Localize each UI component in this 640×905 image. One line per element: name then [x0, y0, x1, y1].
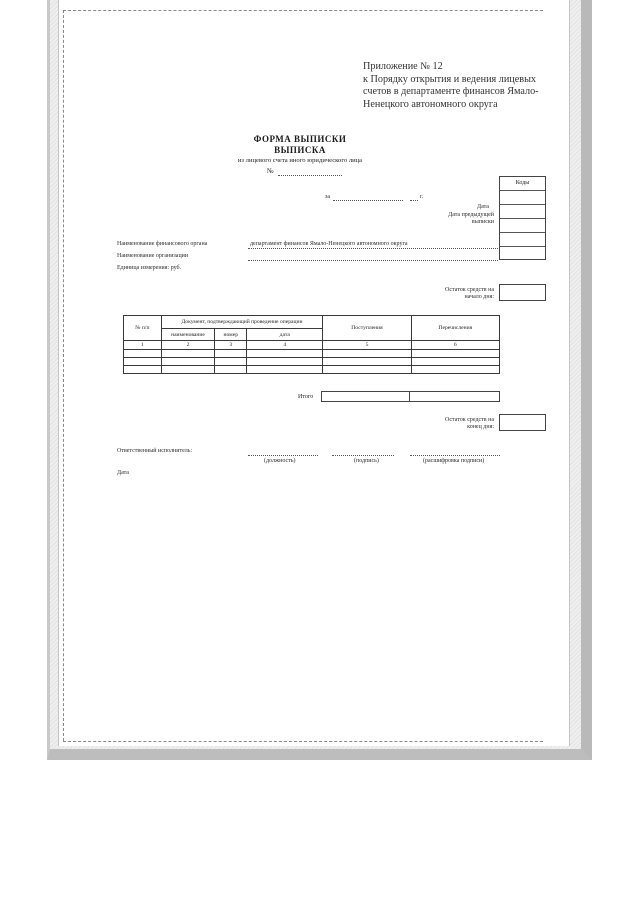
position-field[interactable] — [248, 455, 318, 456]
total-outgo-cell[interactable] — [409, 391, 500, 402]
end-balance-label: Остаток средств на конец дня: — [445, 417, 494, 430]
signature-date-label: Дата — [117, 470, 129, 476]
org-field[interactable] — [248, 260, 498, 261]
appendix-note — [363, 61, 553, 111]
codes-header: Коды — [500, 177, 545, 191]
appendix-line-4: Ненецкого автономного округа — [363, 98, 498, 110]
col-outgo-header: Перечисления — [411, 316, 499, 341]
number-label: № — [267, 167, 274, 175]
start-balance-label: Остаток средств на начало дня: — [445, 287, 494, 300]
number-field[interactable] — [278, 175, 342, 176]
finance-body-label: Наименование финансового органа — [117, 241, 208, 247]
table-row[interactable] — [124, 350, 500, 358]
signature-caption: (подпись) — [354, 458, 379, 464]
executor-label: Ответственный исполнитель: — [117, 448, 193, 454]
operations-table — [123, 315, 500, 374]
signature-field[interactable] — [332, 455, 394, 456]
idx-1: 1 — [124, 341, 162, 350]
top-dashed-border — [63, 10, 543, 11]
idx-2: 2 — [161, 341, 215, 350]
date-suffix: г. — [420, 194, 424, 200]
codes-date-cell[interactable] — [500, 191, 545, 205]
unit-label: Единица измерения: руб. — [117, 265, 182, 271]
idx-4: 4 — [247, 341, 323, 350]
finance-body-underline — [248, 248, 498, 249]
idx-5: 5 — [323, 341, 411, 350]
appendix-line-1: Приложение № 12 — [363, 61, 443, 72]
col-income-header: Поступления — [323, 316, 411, 341]
finance-body-value: департамент финансов Ямало-Ненецкого автономного округа — [250, 241, 408, 247]
org-label: Наименование организации — [117, 253, 189, 259]
year-field[interactable] — [410, 200, 418, 201]
bottom-dashed-border — [63, 741, 543, 742]
date-field[interactable] — [333, 200, 403, 201]
name-field[interactable] — [410, 455, 500, 456]
position-caption: (должность) — [264, 458, 296, 464]
form-title: ФОРМА ВЫПИСКИ — [253, 134, 347, 144]
appendix-line-3: счетов в департаменте финансов Ямало- — [363, 86, 539, 97]
date-prefix: за — [325, 194, 331, 200]
end-balance-field[interactable] — [499, 414, 546, 431]
codes-prev-date-label: Дата предыдущей выписки — [448, 212, 494, 225]
name-caption: (расшифровка подписи) — [423, 458, 485, 464]
total-label: Итого — [298, 394, 314, 400]
codes-prev-date-cell[interactable] — [500, 205, 545, 219]
codes-date-label: Дата — [477, 204, 489, 210]
table-row[interactable] — [124, 358, 500, 366]
col-doc-header: Документ, подтверждающий проведение операции — [161, 316, 323, 329]
codes-cell-6[interactable] — [500, 247, 545, 261]
statement-title: ВЫПИСКА — [274, 145, 326, 155]
idx-3: 3 — [215, 341, 247, 350]
statement-subtitle: из лицевого счета иного юридического лица — [237, 157, 363, 164]
appendix-line-2: к Порядку открытия и ведения лицевых — [363, 73, 537, 85]
table-row[interactable] — [124, 366, 500, 374]
col-number-header: номер — [215, 329, 247, 341]
col-name-header: наименование — [161, 329, 215, 341]
col-date-header: дата — [247, 329, 323, 341]
codes-cell-4[interactable] — [500, 219, 545, 233]
idx-6: 6 — [411, 341, 499, 350]
total-income-cell[interactable] — [321, 391, 410, 402]
codes-box — [499, 176, 546, 260]
start-balance-field[interactable] — [499, 284, 546, 301]
codes-cell-5[interactable] — [500, 233, 545, 247]
col-num-header: № п/п — [124, 316, 162, 341]
left-dashed-border — [63, 10, 64, 741]
